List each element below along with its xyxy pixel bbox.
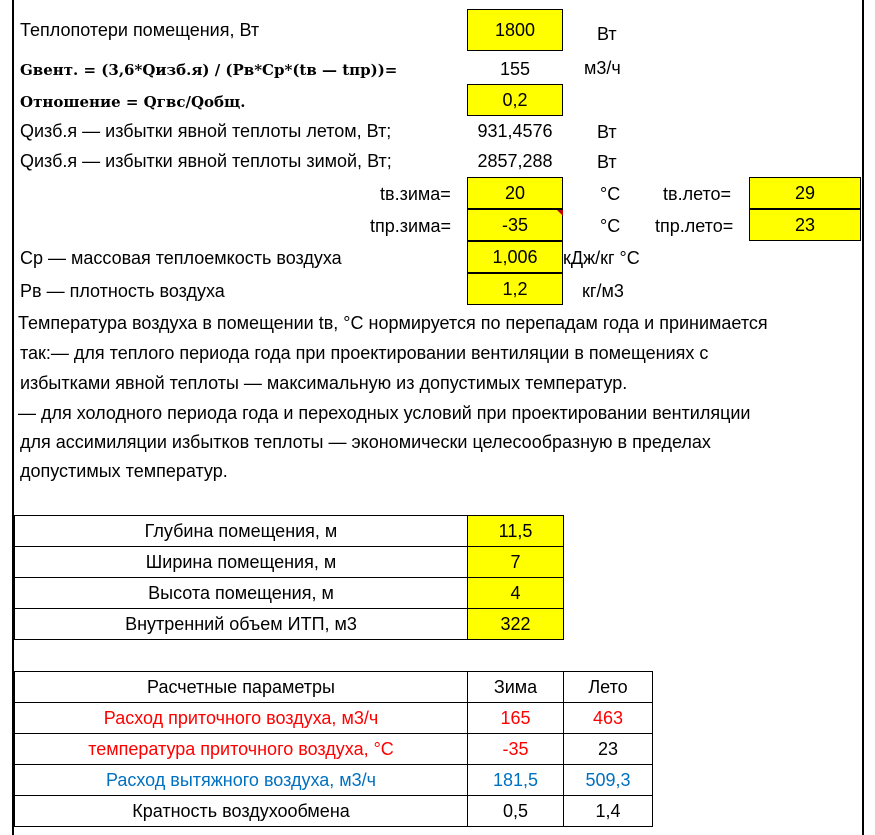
cp-label: Ср — массовая теплоемкость воздуха [20,248,342,268]
heat-loss-unit: Вт [597,24,617,44]
g-vent-unit: м3/ч [584,58,621,78]
room-volume-cell[interactable]: 322 [468,609,564,640]
cp-cell[interactable]: 1,006 [467,241,563,273]
supply-air-temp-label: температура приточного воздуха, °С [15,734,468,765]
t-summer-cell[interactable]: 29 [749,177,861,209]
sheet-right-border [862,0,864,835]
table-header-row [15,672,653,703]
supply-air-flow-winter[interactable]: 165 [468,703,564,734]
t-supply-unit: °С [600,216,621,236]
air-exchange-rate-winter[interactable]: 0,5 [468,796,564,827]
t-winter-unit: °С [600,184,621,204]
paragraph-line-5: для ассимиляции избытков теплоты — экономически целесообразную в пределах [20,432,711,452]
paragraph-line-2: так:— для теплого периода года при проектировании вентиляции в помещениях с [20,343,709,363]
paragraph-line-1: Температура воздуха в помещении tв, °С нормируется по перепадам года и принимается [18,313,768,333]
q-summer-label: Qизб.я — избытки явной теплоты летом, Вт; [20,121,392,141]
room-depth-label: Глубина помещения, м [15,516,468,547]
header-winter: Зима [468,672,564,703]
heat-loss-cell[interactable]: 1800 [467,9,563,51]
supply-air-temp-summer[interactable]: 23 [564,734,653,765]
room-height-label: Высота помещения, м [15,578,468,609]
pv-label: Pв — плотность воздуха [20,281,225,301]
table-row [15,734,653,765]
ratio-cell[interactable]: 0,2 [467,84,563,116]
q-winter-label: Qизб.я — избытки явной теплоты зимой, Вт; [20,151,392,171]
cp-unit: кДж/кг °С [563,248,640,268]
calc-params-table [14,671,653,827]
air-exchange-rate-label: Кратность воздухообмена [15,796,468,827]
table-row [15,547,564,578]
exhaust-air-flow-label: Расход вытяжного воздуха, м3/ч [15,765,468,796]
pv-unit: кг/м3 [582,281,624,301]
g-vent-formula: Gвент. = (3,6*Qизб.я) / (Pв*Cр*(tв — tпр))= [20,61,398,79]
table-row [15,796,653,827]
paragraph-line-3: избытками явной теплоты — максимальную из допустимых температур. [20,373,628,393]
exhaust-air-flow-summer[interactable]: 509,3 [564,765,653,796]
room-width-label: Ширина помещения, м [15,547,468,578]
header-summer: Лето [564,672,653,703]
heat-loss-label: Теплопотери помещения, Вт [20,20,260,40]
supply-air-temp-winter[interactable]: -35 [468,734,564,765]
q-summer-cell[interactable]: 931,4576 [477,120,553,141]
room-height-cell[interactable]: 4 [468,578,564,609]
comment-indicator-icon [557,210,563,216]
supply-air-flow-label: Расход приточного воздуха, м3/ч [15,703,468,734]
t-supply-summer-cell[interactable]: 23 [749,209,861,241]
t-winter-cell[interactable]: 20 [467,177,563,209]
q-summer-unit: Вт [597,122,617,142]
room-depth-cell[interactable]: 11,5 [468,516,564,547]
room-dimensions-table [14,515,564,640]
q-winter-cell[interactable]: 2857,288 [477,150,553,171]
paragraph-line-6: допустимых температур. [20,461,228,481]
table-row [15,516,564,547]
air-exchange-rate-summer[interactable]: 1,4 [564,796,653,827]
t-supply-winter-label: tпр.зима= [370,216,451,236]
table-row [15,609,564,640]
room-width-cell[interactable]: 7 [468,547,564,578]
t-supply-winter-cell[interactable]: -35 [467,209,563,241]
g-vent-cell[interactable]: 155 [499,58,531,79]
paragraph-line-4: — для холодного периода года и переходных условий при проектировании вентиляции [18,403,751,423]
ratio-formula: Отношение = Qгвс/Qобщ. [20,93,246,111]
table-row [15,703,653,734]
header-params: Расчетные параметры [15,672,468,703]
pv-cell[interactable]: 1,2 [467,273,563,305]
t-summer-label: tв.лето= [663,184,732,204]
table-row [15,578,564,609]
t-supply-summer-label: tпр.лето= [655,216,734,236]
t-winter-label: tв.зима= [380,184,451,204]
exhaust-air-flow-winter[interactable]: 181,5 [468,765,564,796]
q-winter-unit: Вт [597,152,617,172]
supply-air-flow-summer[interactable]: 463 [564,703,653,734]
table-row [15,765,653,796]
room-volume-label: Внутренний объем ИТП, м3 [15,609,468,640]
